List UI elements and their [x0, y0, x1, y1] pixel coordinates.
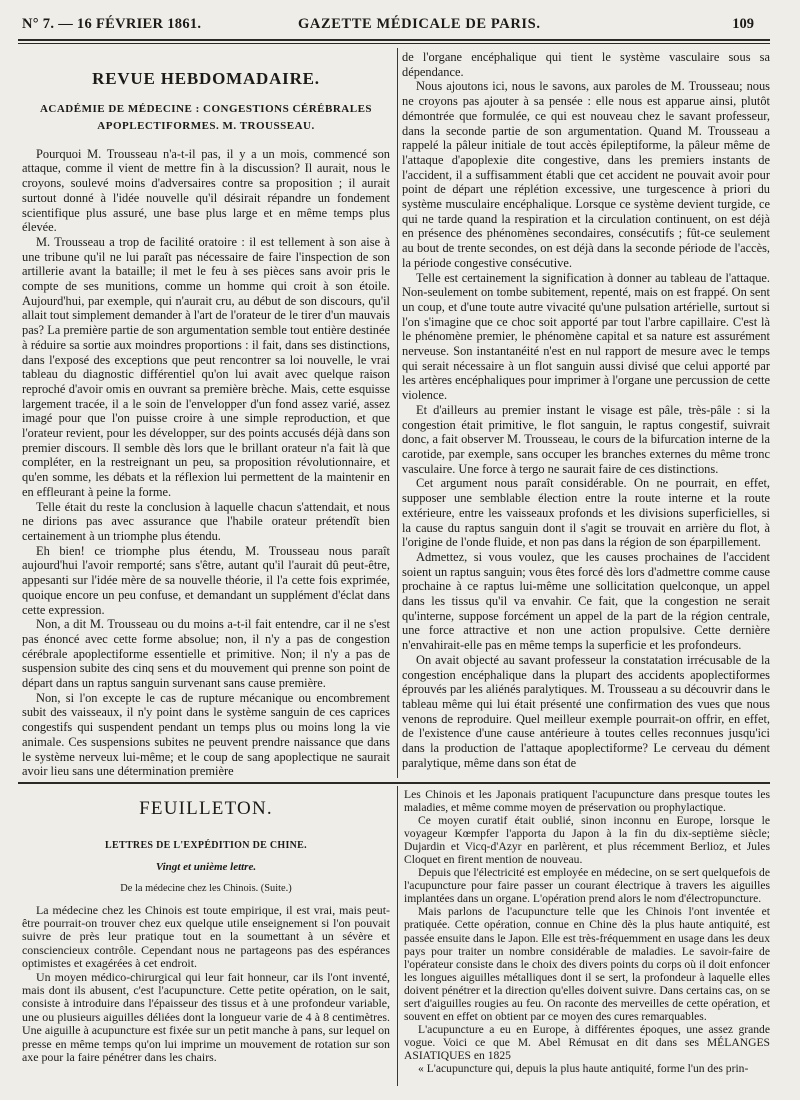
- feuilleton-series: LETTRES DE L'EXPÉDITION DE CHINE.: [105, 840, 307, 852]
- paragraph: Les Chinois et les Japonais pratiquent l'acupuncture dans presque toutes les maladies, et même comme moyen de préservation ou prophylactique.: [404, 788, 770, 815]
- paragraph: Eh bien! ce triomphe plus étendu, M. Trousseau nous paraît aujourd'hui l'avoir remporté; sans s'être, autant qu'il l'aurait dû peut-être, appesanti sur l'idée mère de sa nouvelle théorie, il l'a cette fois exprimée, quoique encore un peu confuse, et demandant un supplément d'éclat dans cette expression.: [22, 543, 390, 617]
- revue-subtitle-line2: APOPLECTIFORMES. M. TROUSSEAU.: [97, 119, 315, 132]
- page-number: 109: [732, 16, 754, 32]
- paragraph: de l'organe encéphalique qui tient le système vasculaire sous sa dépendance.: [402, 50, 770, 79]
- issue-date: N° 7. — 16 FÉVRIER 1861.: [22, 16, 202, 32]
- feuilleton-title: FEUILLETON.: [139, 798, 273, 819]
- feuilleton-right-column: [404, 788, 770, 1088]
- revue-subtitle: [22, 101, 390, 135]
- paragraph: L'acupuncture a eu en Europe, à différentes époques, une assez grande vogue. Voici ce que M. Abel Rémusat en dit dans ses MÉLANGES ASIATIQUES en 1825: [404, 1022, 770, 1062]
- revue-subtitle-line1: ACADÉMIE DE MÉDECINE : CONGESTIONS CÉRÉBRALES: [39, 102, 373, 115]
- paragraph: Non, si l'on excepte le cas de rupture mécanique ou encombrement subit des vaisseaux, il n'y point dans le système sanguin de ces caprices congestifs qui suspendent pendant un temps plus ou moins long la vie animale. Ces suspensions subites ne peuvent prendre naissance que dans le système nerveux lui-même; et le coup de sang apoplectique ne saurait avoir lieu sans une détermination première: [22, 690, 390, 778]
- letter-subject: De la médecine chez les Chinois. (Suite.): [120, 883, 292, 895]
- feuilleton-left-column: [22, 788, 390, 1088]
- paragraph: Un moyen médico-chirurgical qui leur fait honneur, car ils l'ont inventé, mais dont ils abusent, c'est l'acupuncture. Cette petite opération, on le sait, consiste à introduire dans l'épaisseur des tissus et à une profondeur variable, une ou plusieurs aiguilles déliées dont la longueur varie de 4 à 8 centimètres. Une aiguille à acupuncture est fixée sur un petit manche à pans, sur lequel on presse en même temps qu'on lui imprime un mouvement de rotation sur son axe pour la faire pénétrer dans les chairs.: [22, 969, 390, 1065]
- feuilleton-separator: [18, 782, 770, 784]
- paragraph: On avait objecté au savant professeur la constatation irrécusable de la congestion encéphalique dans la plupart des accidents apoplectiformes éprouvés par les aliénés paralytiques. M. Trousseau a su découvrir dans le tableau même qui lui était présenté une confirmation des vues que nous venons de reproduire. Quel meilleur exemple pourrait-on offrir, en effet, de l'existence d'une cause antérieure à toutes celles reconnues jusqu'ici dans la production de l'attaque apoplectiforme? Le cerveau du dément paralytique, même dans son état de: [402, 652, 770, 770]
- column-divider-upper: [397, 48, 398, 778]
- column-divider-lower: [397, 786, 398, 1086]
- letter-number: Vingt et unième lettre.: [155, 860, 257, 873]
- paragraph: Depuis que l'électricité est employée en médecine, on se sert quelquefois de l'acupuncture pour faire passer un courant électrique à travers les aiguilles implantées dans un organe. L'opération prend alors le nom d'électropuncture.: [404, 866, 770, 906]
- paragraph: Telle était du reste la conclusion à laquelle chacun s'attendait, et nous ne dirions pas avec assurance que l'habile orateur prétendît bien certainement à un triomphe plus étendu.: [22, 499, 390, 543]
- paragraph: Telle est certainement la signification à donner au tableau de l'attaque. Non-seulement on tombe subitement, repenté, mais on est frappé. On sent un coup, et d'une toute autre vivacité qu'une pulsation artérielle, surtout si l'on s'imagine que ce choc soit apporté par tout l'arbre capillaire. C'est là le phénomène premier, le phénomène capital et sa nature est assurément nerveuse. Son instantanéité n'est en nul rapport de mesure avec le temps qui serait nécessaire à un flot sanguin aussi divisé que celui apporté par les artères encéphaliques pour imprimer à l'organe une percussion de cette violence.: [402, 270, 770, 403]
- paragraph: M. Trousseau a trop de facilité oratoire : il est tellement à son aise à une tribune qu'il ne lui paraît pas nécessaire de faire l'inspection de son artillerie avant la bataille; il met le feu à ses pièces sans avoir pris le compte de ses munitions, comme un homme qui croit à son étoile. Aujourd'hui, par exemple, qui n'aurait cru, au début de son discours, qu'il allait tout simplement demander à l'art de l'orateur de le tirer d'un mauvais pas? La première partie de son argumentation semble tout entière destinée à réduire sa sortie aux moindres proportions : il fait, dans ses distinctions, dans l'exposé des exceptions que peut rencontrer sa loi nouvelle, le vrai tableau du diagnostic différentiel qu'on lui avait avec quelque raison reproché d'avoir omis en ouvrant sa première brèche. Mais, cette esquisse largement tracée, il a le soin de l'envelopper d'un fond assez varié, assez imagé pour que l'on puisse croire à une simple reproduction, et que l'orateur revient, pour les développer, sur des points accusés déjà dans son premier discours. Il semble dès lors que le brillant orateur n'a fait là que compléter, en la restreignant un peu, sa proposition révolutionnaire, et qu'en somme, les débats et la réflexion lui permettent de la maintenir en en effleurant à peine la forme.: [22, 234, 390, 499]
- header-rule: [18, 39, 770, 41]
- journal-title: GAZETTE MÉDICALE DE PARIS.: [298, 16, 541, 32]
- paragraph: Et d'ailleurs au premier instant le visage est pâle, très-pâle : si la congestion était primitive, le flot sanguin, le raptus congestif, suivrait donc, a fait observer M. Trousseau, le cours de la bifurcation interne de la carotide, par exemple, sans occuper les branches externes du même tronc vasculaire. Une force à tergo ne saurait faire de ces distinctions.: [402, 402, 770, 476]
- paragraph: La médecine chez les Chinois est toute empirique, il est vrai, mais peut-être pourrait-on trouver chez eux quelque utile enseignement si l'on pouvait suivre de près leur pratique tout en la soumettant à un sévère et consciencieux contrôle. Cependant nous ne partageons pas des espérances optimistes et exagérées à cet endroit.: [22, 902, 390, 971]
- running-head: [18, 16, 782, 36]
- paragraph: Nous ajoutons ici, nous le savons, aux paroles de M. Trousseau; nous ne croyons pas ajouter à sa pensée : elle nous est apparue ainsi, plutôt démontrée que formulée, ce qui est nouveau chez le savant professeur, dans la seconde partie de son argumentation. Quand M. Trousseau a rappelé la pâleur initiale de tout accès épileptiforme, la pâleur même de l'attaque d'apoplexie dite congestive, dans les premiers instants de l'accident, il a suffisamment établi que cet accident ne pouvait avoir pour point de départ une réplétion excessive, une turgescence à priori du système musculaire encéphalique. Lorsque ce système devient turgide, ce qui ne tarde quand la respiration et la circulation continuent, on est déjà en présence des phénomènes secondaires, consécutifs ; fût-ce seulement au bout de trente secondes, on est déjà dans la seconde période de l'accès, la période congestive consécutive.: [402, 79, 770, 270]
- paragraph: Admettez, si vous voulez, que les causes prochaines de l'accident soient un raptus sanguin; vous êtes forcé dès lors d'admettre comme cause prochaine à ce raptus lui-même une sollicitation quelconque, un appel dans les tissus qu'il va envahir. Ce fait, que la congestion ne serait qu'interne, suppose forcément un appel de la part de la région centrale, une force attractive et non une action propulsive. Cette dernière n'envahirait-elle pas en même temps la superficie et les profondeurs.: [402, 549, 770, 653]
- paragraph: Pourquoi M. Trousseau n'a-t-il pas, il y a un mois, commencé son attaque, comme il vient de mettre fin à la discussion? Il aurait, nous le croyons, soulevé moins d'adversaires contre sa proposition ; il aurait surtout donné à l'idée nouvelle qu'il désirait répandre un fondement scientifique plus assuré, une base plus large et en même temps plus élevée.: [22, 146, 390, 235]
- paragraph: Mais parlons de l'acupuncture telle que les Chinois l'ont inventée et pratiquée. Cette opération, connue en Chine dès la plus haute antiquité, est passée ensuite dans le Japon. Elle est très-fréquemment en usage dans les deux pays pour traiter un nombre considérable de maladies. Le savoir-faire de l'opérateur consiste dans le choix des divers points du corps où il doit enfoncer les longues aiguilles métalliques dont il se sert, la profondeur à laquelle elles doivent pénétrer et la direction qu'elles doivent suivre. Dans certains cas, on se sert d'aiguilles rougies au feu. On raconte des merveilles de cette opération, et souvent en effet on obtient par ce moyen des cures remarquables.: [404, 905, 770, 1023]
- paragraph: Non, a dit M. Trousseau ou du moins a-t-il fait entendre, car il ne s'est pas énoncé avec cette forme absolue; non, il n'y a pas de congestion cérébrale apoplectiforme essentielle et primitive. Non; il n'y a pas de suspension subite des cinq sens et du mouvement qui prenne son point de départ dans un raptus sanguin survenant sans cause première.: [22, 617, 390, 691]
- paragraph: « L'acupuncture qui, depuis la plus haute antiquité, forme l'un des prin-: [418, 1061, 749, 1075]
- revue-right-column: [402, 50, 770, 778]
- paragraph: Cet argument nous paraît considérable. On ne pourrait, en effet, supposer une semblable élection entre la route interne et la route extérieure, entre les vaisseaux profonds et les divisions superficielles, si la cause du raptus sanguin dont il s'agit se trouvait en arrière du flot, à l'origine de l'onde fluide, et non pas dans la région de son éparpillement.: [402, 476, 770, 550]
- paragraph: Ce moyen curatif était oublié, sinon inconnu en Europe, lorsque le voyageur Kœmpfer l'apporta du Japon à la fin du dix-septième siècle; Dujardin et Vicq-d'Azyr en parlèrent, et plus récemment Berlioz, et Jules Cloquet en firent mention de nouveau.: [404, 814, 770, 867]
- revue-title: REVUE HEBDOMADAIRE.: [92, 69, 320, 88]
- revue-left-column: [22, 44, 390, 778]
